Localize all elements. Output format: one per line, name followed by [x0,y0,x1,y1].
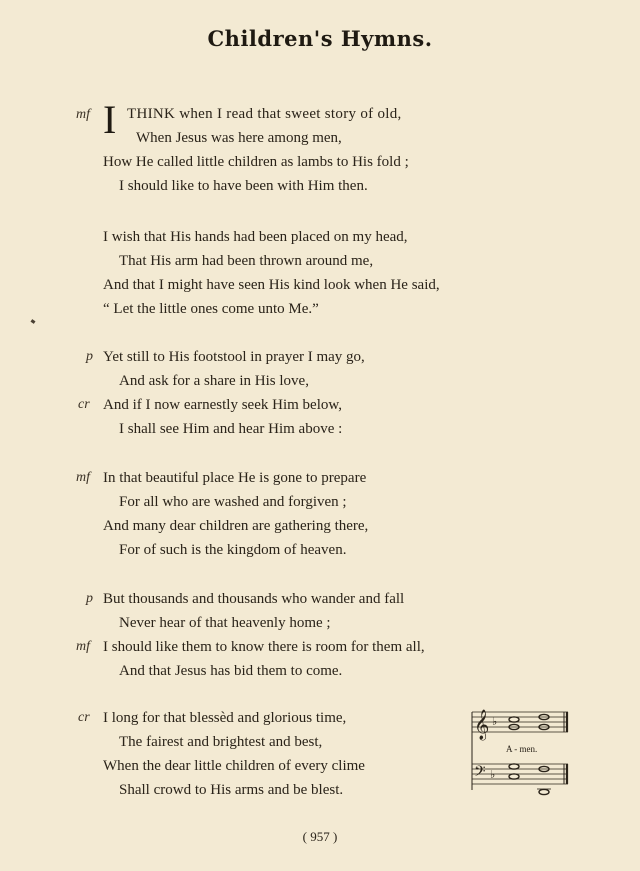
verse-line: That His arm had been thrown around me, [119,253,374,269]
verse-line: In that beautiful place He is gone to prepare [103,470,367,486]
verse-line: The fairest and brightest and best, [119,734,323,750]
whole-note [539,789,549,794]
whole-note [509,717,519,722]
page-title: Children's Hymns. [207,26,433,51]
verse-line: I wish that His hands had been placed on my head, [103,229,408,245]
verse-line: And that I might have seen His kind look when He said, [103,277,440,293]
verse-line: THINK when I read that sweet story of old, [127,106,402,122]
verse-line: And ask for a share in His love, [119,373,309,389]
verse-line: For of such is the kingdom of heaven. [119,542,347,558]
dynamic-marking: cr [78,710,90,725]
treble-clef-icon: 𝄞 [474,710,490,740]
dynamic-marking: mf [76,470,90,485]
amen-lyric: A - men. [506,744,538,754]
flat-icon: ♭ [490,768,496,781]
verse-line: When the dear little children of every clime [103,758,365,774]
verse-line: “ Let the little ones come unto Me.” [103,301,319,317]
verse-line: But thousands and thousands who wander and fall [103,591,405,607]
dynamic-marking: p [86,349,93,364]
dynamic-marking: cr [78,397,90,412]
verse-line: When Jesus was here among men, [136,130,342,146]
verse-line: I long for that blessèd and glorious time, [103,710,347,726]
whole-note [509,764,519,769]
verse-line: And many dear children are gathering there, [103,518,369,534]
verse-line: I should like them to know there is room for them all, [103,639,425,655]
amen-music-notation [470,706,572,796]
flat-icon: ♭ [492,715,498,728]
verse-line: Never hear of that heavenly home ; [119,615,331,631]
verse-line: And that Jesus has bid them to come. [119,663,343,679]
verse-line: Yet still to His footstool in prayer I may go, [103,349,365,365]
dynamic-marking: p [86,591,93,606]
bass-staff [472,764,568,784]
dynamic-marking: mf [76,639,90,654]
verse-line: I shall see Him and hear Him above : [119,421,343,437]
stray-mark [31,319,36,324]
bass-clef-icon: 𝄢 [474,763,486,784]
verse-line: How He called little children as lambs to His fold ; [103,154,409,170]
verse-line: For all who are washed and forgiven ; [119,494,347,510]
verse-line: Shall crowd to His arms and be blest. [119,782,344,798]
verse-line: I should like to have been with Him then. [119,178,368,194]
dynamic-marking: mf [76,107,90,122]
whole-note [509,774,519,779]
verse-line: And if I now earnestly seek Him below, [103,397,342,413]
drop-cap: I [103,97,117,142]
page-number: ( 957 ) [302,829,338,844]
